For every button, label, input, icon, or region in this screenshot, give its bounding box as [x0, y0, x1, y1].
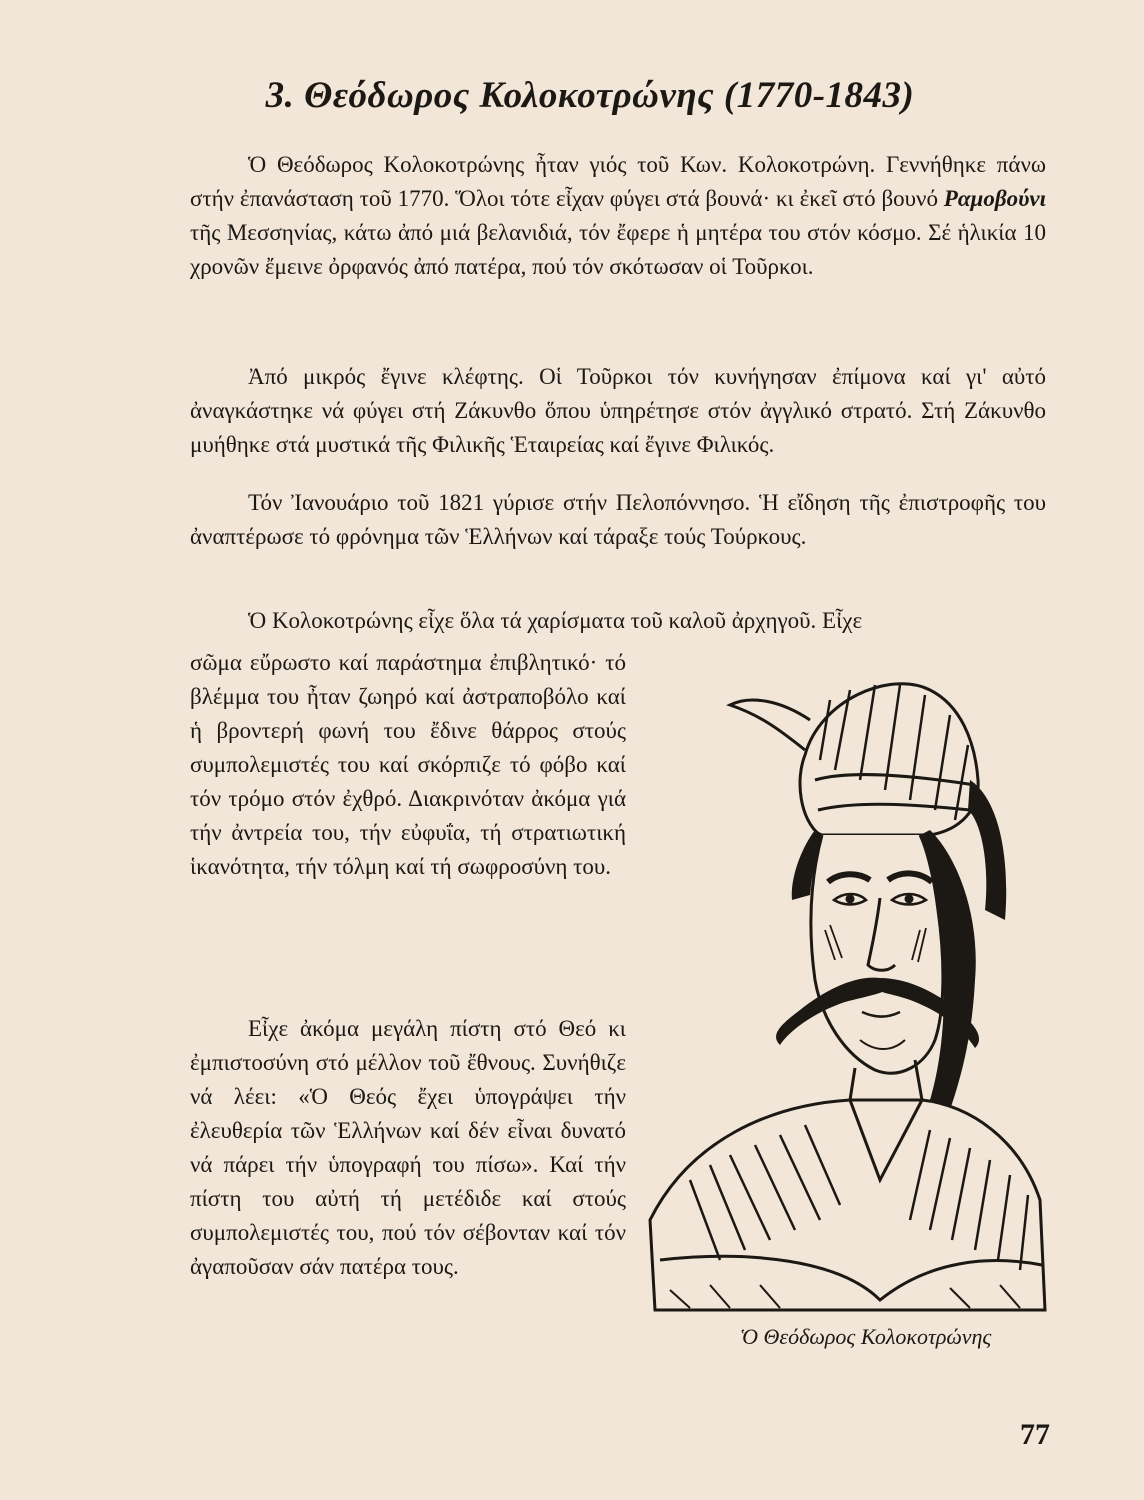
portrait-caption: Ὁ Θεόδωρος Κολοκοτρώνης: [740, 1324, 992, 1349]
place-name-emphasis: Ραμοβούνι: [943, 186, 1046, 211]
paragraph-birth-text-2: τῆς Μεσσηνίας, κάτω ἀπό μιά βελανιδιά, τόν ἔφερε ἡ μητέρα του στόν κόσμο. Σέ ἡλικία 10 χρονῶν ἔμεινε ὀρφανός ἀπό πατέρα, πού τόν σκότωσαν οἱ Τοῦρκοι.: [190, 220, 1046, 279]
kolokotronis-portrait-illustration: [630, 660, 1050, 1320]
paragraph-birth-text-1: Ὁ Θεόδωρος Κολοκοτρώνης ἦταν γιός τοῦ Κων. Κολοκοτρώνη. Γεννήθηκε πάνω στήν ἐπανάσταση τοῦ 1770. Ὅλοι τότε εἶχαν φύγει στά βουνά· κι ἐκεῖ στό βουνό: [190, 152, 1046, 211]
page-number: 77: [1020, 1418, 1050, 1451]
paragraph-return: Τόν Ἰανουάριο τοῦ 1821 γύρισε στήν Πελοπόννησο. Ἡ εἴδηση τῆς ἐπιστροφῆς του ἀναπτέρωσε τό φρόνημα τῶν Ἑλλήνων καί τάραξε τούς Τούρκους.: [190, 490, 1046, 549]
paragraph-klepht: Ἀπό μικρός ἔγινε κλέφτης. Οἱ Τοῦρκοι τόν κυνήγησαν ἐπίμονα καί γι' αὐτό ἀναγκάστηκε νά φύγει στή Ζάκυνθο ὅπου ὑπηρέτησε στόν ἀγγλικό στρατό. Στή Ζάκυνθο μυήθηκε στά μυστικά τῆς Φιλικῆς Ἑταιρείας καί ἔγινε Φιλικός.: [190, 364, 1046, 457]
section-title: 3. Θεόδωρος Κολοκοτρώνης (1770-1843): [265, 75, 915, 116]
paragraph-qualities-first-line: Ὁ Κολοκοτρώνης εἶχε ὅλα τά χαρίσματα τοῦ καλοῦ ἀρχηγοῦ. Εἶχε: [248, 608, 863, 633]
paragraph-qualities: σῶμα εὔρωστο καί παράστημα ἐπιβλητικό· τό βλέμμα του ἦταν ζωηρό καί ἀστραποβόλο καί ἡ βροντερή φωνή του ἔδινε θάρρος στούς συμπολεμιστές του καί σκόρπιζε τό φόβο καί τόν τρόμο στόν ἐχθρό. Διακρινόταν ἀκόμα γιά τήν ἀντρεία του, τήν εὐφυΐα, τή στρατιωτική ἱκανότητα, τήν τόλμη καί τή σωφροσύνη του.: [190, 650, 626, 879]
paragraph-birth: [190, 148, 1046, 284]
paragraph-faith: Εἶχε ἀκόμα μεγάλη πίστη στό Θεό κι ἐμπιστοσύνη στό μέλλον τοῦ ἔθνους. Συνήθιζε νά λέει: «Ὁ Θεός ἔχει ὑπογράψει τήν ἐλευθερία τῶν Ἑλλήνων καί δέν εἶναι δυνατό νά πάρει τήν ὑπογραφή του πίσω». Καί τήν πίστη του αὐτή τή μετέδιδε καί στούς συμπολεμιστές του, πού τόν σέβονταν καί τόν ἀγαποῦσαν σάν πατέρα τους.: [190, 1016, 626, 1279]
